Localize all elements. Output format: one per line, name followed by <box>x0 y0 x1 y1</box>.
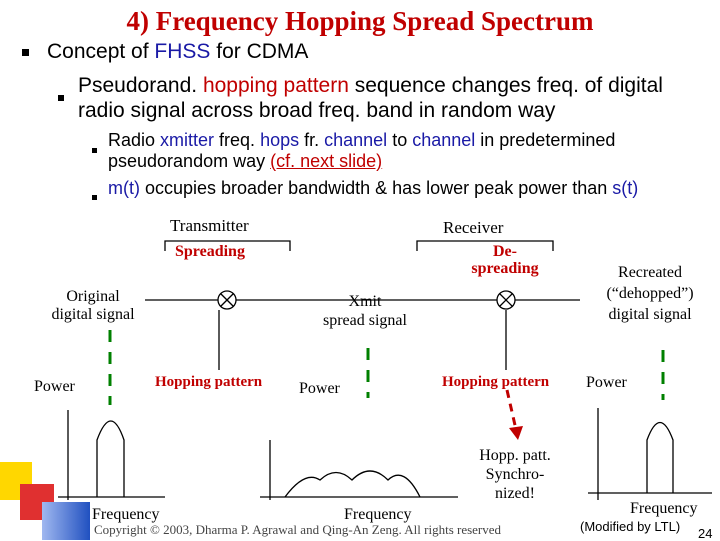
plot1-spectrum <box>97 421 124 497</box>
copyright-footer: Copyright © 2003, Dharma P. Agrawal and Qing-An Zeng. All rights reserved <box>94 522 502 537</box>
multiplier-tx-icon <box>218 291 236 309</box>
multiplier-rx-icon <box>497 291 515 309</box>
bullet-text: for CDMA <box>210 40 309 63</box>
despreading-label: De- spreading <box>471 243 539 277</box>
receiver-label: Receiver <box>443 218 504 237</box>
bullet-radio-xmitter: Radio xmitter freq. hops fr. channel to channel in predetermined pseudorandom way (cf. next slide) <box>108 130 616 171</box>
bullet-bandwidth: m(t) occupies broader bandwidth & has lower peak power than s(t) <box>108 178 639 198</box>
plot3-spectrum <box>647 423 673 494</box>
power-label-2: Power <box>299 380 340 397</box>
spreading-label: Spreading <box>175 243 245 260</box>
fhss-term: FHSS <box>154 40 211 63</box>
modified-note: (Modified by LTL) <box>580 519 681 534</box>
slide-title: 4) Frequency Hopping Spread Spectrum <box>126 6 594 36</box>
plot2-spectrum <box>285 471 420 497</box>
hopping-pattern-term: hopping pattern <box>202 74 349 97</box>
xmit-signal-label: Xmit spread signal <box>323 293 407 329</box>
recreated-signal-label: Recreated (“dehopped”) digital signal <box>606 264 694 323</box>
hopping-pattern-rx-label: Hopping pattern <box>442 374 550 390</box>
sync-label: Hopp. patt. Synchro- nized! <box>479 447 551 502</box>
next-slide-link[interactable]: (cf. next slide) <box>270 151 383 171</box>
frequency-label-2: Frequency <box>344 506 412 523</box>
bullet-pseudorand: Pseudorand. hopping pattern sequence changes freq. of digital radio signal across broad freq. band in random way <box>78 74 663 122</box>
page-number: 24 <box>698 526 713 541</box>
frequency-label-3: Frequency <box>630 500 698 517</box>
power-label-1: Power <box>34 378 75 395</box>
power-label-3: Power <box>586 374 627 391</box>
transmitter-label: Transmitter <box>170 216 249 235</box>
original-signal-label: Original digital signal <box>51 288 135 323</box>
hopping-pattern-tx-label: Hopping pattern <box>155 374 263 390</box>
bullet-text: Concept of <box>47 40 155 63</box>
frequency-label-1: Frequency <box>92 506 160 523</box>
